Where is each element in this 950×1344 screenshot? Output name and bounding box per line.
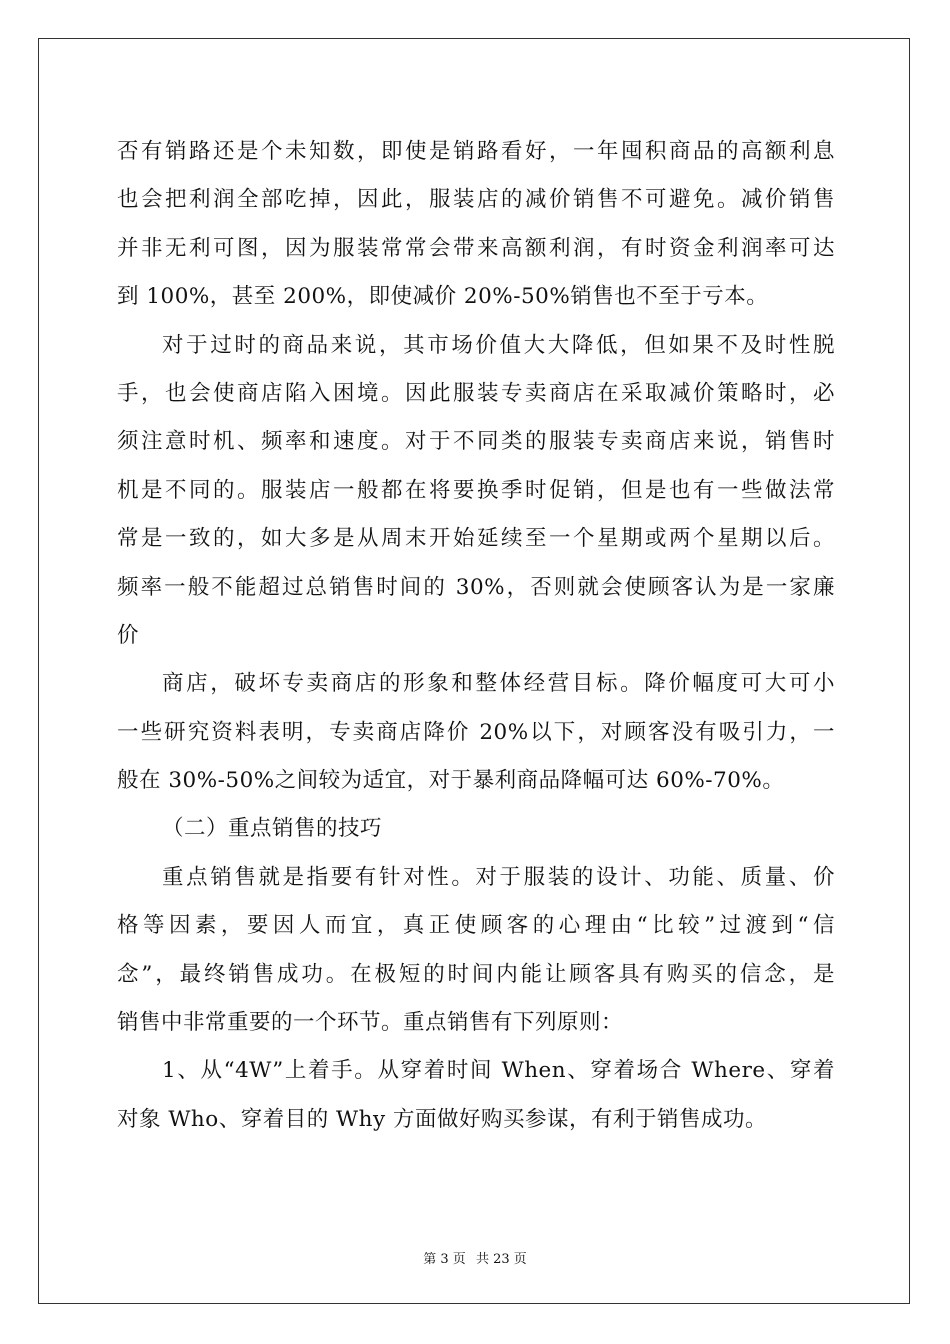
text-line: 并非无利可图，因为服装常常会带来高额利润，有时资金利润率可达 bbox=[117, 235, 835, 261]
text-line: 机是不同的。服装店一般都在将要换季时促销，但是也有一些做法常 bbox=[117, 477, 835, 503]
text-line: 对于过时的商品来说，其市场价值大大降低，但如果不及时性脱 bbox=[162, 332, 835, 358]
text-line: 常是一致的，如大多是从周末开始延续至一个星期或两个星期以后。 bbox=[117, 526, 835, 552]
text-line: 般在 30%-50%之间较为适宜，对于暴利商品降幅可达 60%-70%。 bbox=[117, 768, 785, 794]
text-line: 重点销售就是指要有针对性。对于服装的设计、功能、质量、价 bbox=[162, 864, 835, 890]
text-line: 须注意时机、频率和速度。对于不同类的服装专卖商店来说，销售时 bbox=[117, 429, 835, 455]
page-total: 共 23 页 bbox=[475, 1252, 527, 1267]
text-line: 念”，最终销售成功。在极短的时间内能让顾客具有购买的信念，是 bbox=[117, 961, 835, 987]
text-line: 频率一般不能超过总销售时间的 30%，否则就会使顾客认为是一家廉 bbox=[117, 574, 835, 600]
text-line: （二）重点销售的技巧 bbox=[162, 816, 383, 842]
document-body bbox=[117, 128, 835, 1144]
text-line: 销售中非常重要的一个环节。重点销售有下列原则： bbox=[117, 1010, 624, 1036]
text-line: 也会把利润全部吃掉，因此，服装店的减价销售不可避免。减价销售 bbox=[117, 187, 835, 213]
text-line: 商店，破坏专卖商店的形象和整体经营目标。降价幅度可大可小 bbox=[162, 671, 835, 697]
page-footer bbox=[0, 1248, 950, 1267]
text-line: 到 100%，甚至 200%，即使减价 20%-50%销售也不至于亏本。 bbox=[117, 284, 769, 310]
text-line: 手，也会使商店陷入困境。因此服装专卖商店在采取减价策略时，必 bbox=[117, 380, 835, 406]
page-number: 第 3 页 bbox=[423, 1252, 466, 1267]
text-line: 格等因素，要因人而宜，真正使顾客的心理由“比较”过渡到“信 bbox=[117, 913, 835, 939]
text-line: 对象 Who、穿着目的 Why 方面做好购买参谋，有利于销售成功。 bbox=[117, 1106, 767, 1132]
text-line: 一些研究资料表明，专卖商店降价 20%以下，对顾客没有吸引力，一 bbox=[117, 719, 835, 745]
text-line: 否有销路还是个未知数，即使是销路看好，一年囤积商品的高额利息 bbox=[117, 139, 835, 164]
text-line: 价 bbox=[117, 622, 140, 648]
text-line: 1、从“4W”上着手。从穿着时间 When、穿着场合 Where、穿着 bbox=[162, 1058, 835, 1084]
